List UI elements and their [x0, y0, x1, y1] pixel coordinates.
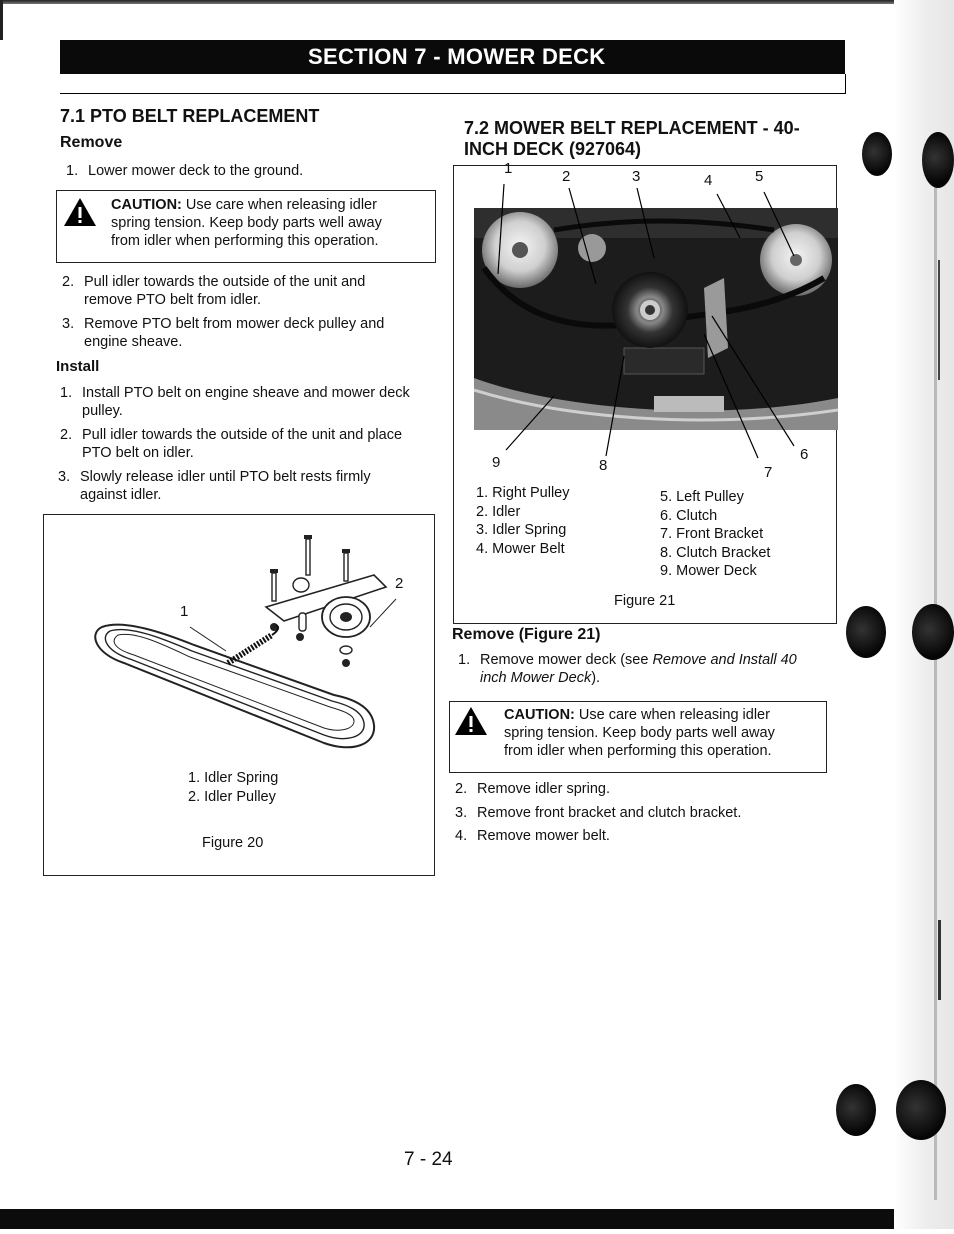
bottom-rule — [0, 1209, 954, 1229]
fig21-legend-item: 8. Clutch Bracket — [660, 544, 771, 561]
binder-hole — [912, 604, 954, 660]
fig20-callout-1: 1 — [180, 603, 189, 620]
binder-hole — [862, 132, 892, 176]
fig21-callout-8: 8 — [599, 457, 608, 474]
warning-icon — [454, 706, 488, 736]
mower-caution-text: CAUTION: Use care when releasing idler spring tension. Keep body parts well away from idler when performing this operation. — [504, 707, 775, 759]
warning-icon — [63, 197, 97, 227]
section-banner: SECTION 7 - MOWER DECK — [60, 40, 845, 74]
fig21-legend-left — [476, 484, 570, 558]
fig20-caption: Figure 20 — [202, 835, 264, 851]
fig21-legend-item: 9. Mower Deck — [660, 563, 757, 579]
fig21-callout-7: 7 — [764, 464, 773, 481]
figure-20-box — [43, 514, 435, 876]
binder-hole — [922, 132, 954, 188]
fig21-legend-item: 1. Right Pulley — [476, 485, 570, 501]
scan-mark — [0, 0, 3, 40]
pto-heading: 7.1 PTO BELT REPLACEMENT — [60, 106, 320, 126]
fig21-legend-item: 3. Idler Spring — [476, 522, 567, 538]
fig21-callout-4: 4 — [704, 172, 713, 189]
fig21-callout-3: 3 — [632, 168, 641, 185]
mower-remove-heading: Remove (Figure 21) — [452, 626, 601, 643]
fig20-legend — [188, 769, 278, 806]
binder-hole — [896, 1080, 946, 1140]
binder-hole — [846, 606, 886, 658]
pto-install-heading: Install — [56, 358, 100, 375]
pto-remove-heading: Remove — [60, 134, 123, 151]
pto-caution-text: CAUTION: Use care when releasing idler spring tension. Keep body parts well away from idler when performing this operation. — [111, 197, 382, 249]
fig21-legend-right — [660, 488, 770, 581]
fig21-legend-item: 5. Left Pulley — [660, 489, 744, 505]
figure-21-box — [453, 160, 837, 624]
fig21-callout-1: 1 — [504, 160, 513, 177]
fig20-legend-item: 2. Idler Pulley — [188, 788, 276, 805]
pto-caution-box — [56, 190, 436, 263]
page-number: 7 - 24 — [404, 1149, 453, 1170]
fig21-callout-6: 6 — [800, 446, 809, 463]
fig20-callout-2: 2 — [395, 575, 404, 592]
fig21-legend-item: 4. Mower Belt — [476, 540, 565, 557]
fig20-legend-item: 1. Idler Spring — [188, 770, 279, 786]
fig21-legend-item: 2. Idler — [476, 503, 521, 520]
banner-shadow — [60, 74, 846, 94]
fig21-callout-2: 2 — [562, 168, 571, 185]
top-rule — [0, 0, 954, 4]
mower-heading: 7.2 MOWER BELT REPLACEMENT - 40- INCH DECK (927064) — [464, 118, 800, 159]
mower-caution-box — [449, 701, 827, 773]
idler-assembly-illustration — [84, 535, 404, 755]
fig21-callout-9: 9 — [492, 454, 501, 471]
binder-hole — [836, 1084, 876, 1136]
fig21-callout-5: 5 — [755, 168, 764, 185]
fig21-caption: Figure 21 — [614, 593, 676, 609]
fig21-legend-item: 6. Clutch — [660, 507, 718, 524]
fig21-legend-item: 7. Front Bracket — [660, 526, 764, 542]
fig21-leader-lines — [454, 166, 838, 486]
